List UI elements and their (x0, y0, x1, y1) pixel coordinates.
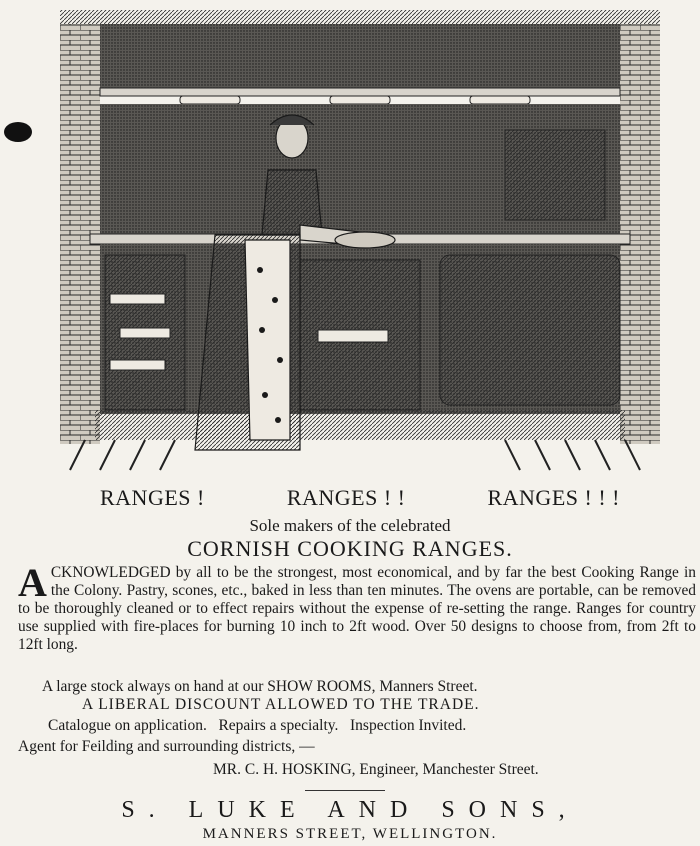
agent-name: MR. C. H. HOSKING, Engineer, Manchester Street. (213, 761, 539, 778)
body-text: CKNOWLEDGED by all to be the strongest, most economical, and by far the best Cooking Range in the Colony. Pastry, scones, etc., baked in less than ten minutes. The ovens are portable, can be removed to be thoroughly cleaned or to effect repairs without the expense of re-setting the range. Ranges for country use supplied with fire-places for burning 10 inch to 2ft wood. Over 50 designs to choose from, from 2ft to 12ft long. (18, 564, 696, 653)
ranges-1: RANGES ! (100, 485, 205, 510)
catalogue-line: Catalogue on application. Repairs a specialty. Inspection Invited. (48, 717, 467, 734)
heading: CORNISH COOKING RANGES. (187, 536, 513, 561)
drop-cap: A (18, 560, 47, 605)
separator (305, 790, 385, 791)
firm-address: MANNERS STREET, WELLINGTON. (202, 826, 498, 842)
body-paragraph (18, 560, 696, 654)
firm-name: S. LUKE AND SONS, (121, 797, 579, 823)
subtitle: Sole makers of the celebrated (249, 516, 451, 535)
ranges-3: RANGES ! ! ! (487, 485, 620, 510)
discount-line: A LIBERAL DISCOUNT ALLOWED TO THE TRADE. (82, 696, 480, 713)
ranges-headline (100, 485, 620, 515)
ranges-2: RANGES ! ! (286, 485, 406, 510)
agent-line: Agent for Feilding and surrounding districts, — (18, 738, 315, 755)
stock-line: A large stock always on hand at our SHOW ROOMS, Manners Street. (42, 678, 478, 695)
